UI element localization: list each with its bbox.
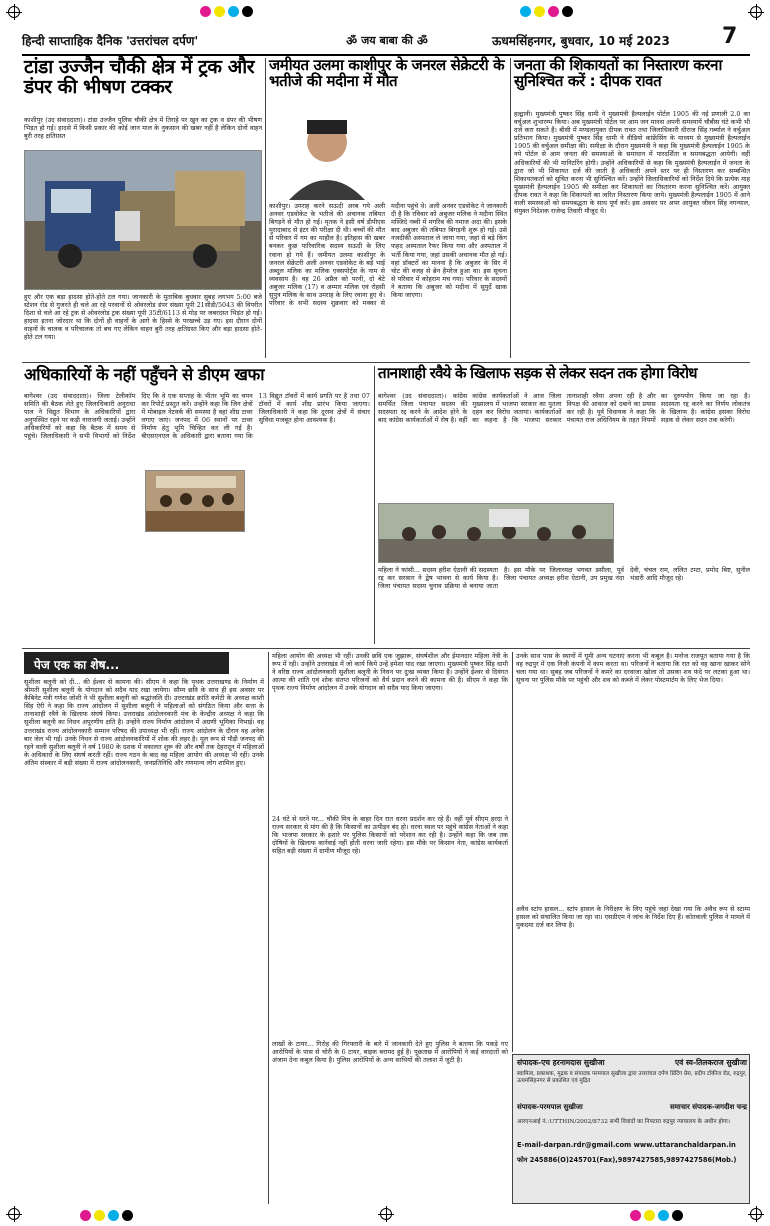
- registration-mark-top-left: [8, 6, 20, 18]
- masthead: [22, 24, 750, 52]
- column-rule-3: [374, 366, 375, 644]
- continued-col3: उनके साथ पास के स्थानों में घूमी अन्य घटनाएं करना भी कबूल है। मनोज राजपूत बताया गया है कि वह रुद्रपुर में एक निजी कंपनी में काम करता था। परिजनों ने बताया कि रात को वह खाना खाकर सोने चला गया था। सुबह जब परिजनों ने कमरे का दरवाजा खोला तो उसका शव फंदे पर लटका हुआ था। सूचना पर पुलिस मौके पर पहुंची और शव को कब्जे में लेकर पोस्टमार्टम के लिए भेज दिया।: [516, 652, 750, 685]
- center-logo: [312, 30, 462, 50]
- registration-mark-top-right: [750, 6, 762, 18]
- om-icon-right: ॐ: [416, 33, 428, 48]
- story4-body: बागेश्वर (उद संवाददाता)। जिला टेलीकॉम समिति की बैठक लेते हुए जिलाधिकारी अनुराधा पाल ने विद्युत विभाग के अधिकारियों द्वारा अनुपस्थित रहने पर कड़ी नाराजगी जताई। उन्होंने अधिकारियों को कहा कि बैठक में समय से पहुंचे। जिलाधिकारी ने सभी विभागों को निर्देश दिए कि वे एक सप्ताह के भीतर भूमि का चयन कर रिपोर्ट प्रस्तुत करें। उन्होंने कहा कि जिन क्षेत्रों में मोबाइल नेटवर्क की समस्या है वहां शीघ्र टावर लगाए जाएं। जनपद में 06 स्थानों पर टावर निर्माण हेतु भूमि चिन्हित कर ली गई है। बीएसएनएल के अधिकारी द्वारा बताया गया कि 13 विद्युत टॉवरों में कार्य प्रगति पर है तथा 07 टॉवरों में कार्य शीघ्र प्रारंभ किया जाएगा। जिलाधिकारी ने कहा कि दूरस्थ क्षेत्रों में संचार सुविधा मजबूत होना आवश्यक है।: [24, 392, 370, 441]
- imprint-editor-line: [517, 1058, 747, 1068]
- column-rule-5: [512, 652, 513, 1052]
- section-rule-2: [22, 648, 750, 649]
- color-dot-cyan-4: [658, 1210, 669, 1221]
- protest-illustration: [379, 504, 614, 563]
- section-rule-1: [22, 362, 750, 363]
- meeting-illustration: [146, 471, 245, 532]
- story2-body: काशीपुर। उमराह करने सऊदी अरब गये अली अनवर एडवोकेट के भतीजे की अचानक तबियत बिगड़ने से मौत हो गई। मृतक ने इसी वर्ष डीपीएस मुरादाबाद से इंटर की परीक्षा दी थी। बच्चों की मौत से परिवार में गम का माहौल है। इतिहास की खबर बनकर कुछ पारिवारिक सदस्य सऊदी के लिए रवाना हो गये हैं। जमीयत उलमा काशीपुर के जनरल सेक्रेटरी अली अनवर एडवोकेट के बड़े भाई अब्दुल मलिक का मलिक एक्सपोर्ट्स के नाम से व्यवसाय है। वह 26 अप्रैल को परनी, दो बेटे अबुजर मलिक (17) व अम्मार मलिक एवं रोहसी सुपुत्र मलिक के साथ उमराह के लिए रवाना हुए थे। परिवार के सभी सदस्य शुक्रवार को मक्का से मदीना पहुंचे थे। अली अनवर एडवोकेट ने जानकारी दी है कि रविवार को अबुजर मलिक ने मदीना स्थित मस्जिदे नब्वी में मगरिब की नमाज अदा की। इसके बाद अबुजर की तबियत बिगड़नी शुरू हो गई। उसे नजदीकी अस्पताल ले जाया गया, जहां से बड़े किंग फहद अस्पताल रैफर किया गया और अस्पताल में भर्ती किया गया, जहां उसकी अचानक मौत हो गई। वहां डॉक्टरों का मानना है कि अबुजर के सिर में चोट की वजह से ब्रेन हैमरेज हुआ था। इस सूचना से परिवार में कोहराम मच गया। परिवार के सदस्यों ने बताया कि अबुजर को मदीना में सुपुर्दे खाक किया जाएगा।: [269, 202, 507, 308]
- imprint-rni: आरएनआई नं.:UTTHIN/2002/8732: [517, 1119, 608, 1125]
- continued-col2-sub2: लाखों के टायर... गिरोह की गिरफ्तारी के बारे में जानकारी देते हुए पुलिस ने बताया कि पकड़े गए आरोपियों के पास से चोरी के 6 टायर, बाइक बरामद हुई है। पूछताछ में आरोपियों ने कई वारदातों को अंजाम देना कबूल किया है। पुलिस आरोपियों के अन्य साथियों की तलाश में जुटी है।: [272, 1040, 508, 1065]
- color-dot-cyan: [228, 6, 239, 17]
- imprint-legal: सभी विवादों का निपटारा रुद्रपुर न्यायालय के अधीन होगा।: [609, 1119, 730, 1125]
- color-dot-black-2: [562, 6, 573, 17]
- color-dot-magenta-3: [80, 1210, 91, 1221]
- story5-headline: तानाशाही रवैये के खिलाफ सड़क से लेकर सदन तक होगा विरोध: [378, 364, 697, 382]
- story1-lead: काशीपुर (उद संवाददाता)। टांडा उज्जैन पुलिस चौकी क्षेत्र में तिराहे पर खुन का ट्रक व डंपर की भीषण भिड़त हो गई। हादसे में किसी प्रकार की कोई जान माल के नुकसान की खबर नहीं है लेकिन दोनों वाहन बुरी तरह क्षतिग्रस्त: [24, 116, 262, 141]
- truck-accident-illustration: [25, 151, 262, 290]
- imprint-rni-line: [517, 1119, 747, 1127]
- story3-headline: जनता की शिकायतों का निस्तारण करना सुनिश्चित करें : दीपक रावत: [514, 56, 722, 90]
- color-dot-black: [242, 6, 253, 17]
- continued-col2-sub1: 24 घंटे से धरने पर... चौकी मित्र के बाहर दिन रात धरना प्रदर्शन कर रहे हैं। वहीं पूर्व सीएम हरदा ने राज्य सरकार से मांग की है कि किसानों का उत्पीड़न बंद हो। धरना स्थल पर पहुंचे कांग्रेस नेताओं ने कहा कि भाजपा सरकार के इशारे पर पुलिस किसानों को परेशान कर रही है। उन्होंने कहा कि जब तक दोषियों के खिलाफ कार्रवाई नहीं होती धरना जारी रहेगा। इस मौके पर किसान नेता, कांग्रेस कार्यकर्ता सहित बड़ी संख्या में ग्रामीण मौजूद रहे।: [272, 815, 508, 856]
- imprint-coeditor: एवं स्व-तिलकराज सुखीजा: [674, 1058, 747, 1067]
- continued-label-text: पेज एक का शेष...: [34, 658, 120, 672]
- imprint-news-editor: समाचार संपादक-जगदीश चन्द्र: [670, 1103, 747, 1111]
- registration-mark-bottom-left: [8, 1208, 20, 1220]
- imprint-publisher: स्वामित्व, प्रकाशक, मुद्रक व संपादक परमपाल सुखीजा द्वारा उत्तरांचल दर्पण प्रिंटिंग प्रेस, प्रदीप टॉकीज रोड, रुद्रपुर, ऊधमसिंहनगर से प्रकाशित एवं मुद्रित: [517, 1071, 747, 1085]
- story4-photo-meeting: [145, 470, 245, 532]
- paper-name: हिन्दी साप्ताहिक दैनिक 'उत्तरांचल दर्पण': [22, 34, 199, 48]
- center-logo-text: जय बाबा की: [361, 33, 413, 47]
- color-dot-yellow-3: [94, 1210, 105, 1221]
- story1-headline: टांडा उज्जैन चौकी क्षेत्र में ट्रक और डंपर की भीषण टक्कर: [24, 56, 255, 98]
- imprint-email: E-mail-darpan.rdr@gmail.com www.uttaranchaldarpan.in: [517, 1141, 736, 1149]
- color-dot-black-4: [672, 1210, 683, 1221]
- color-dot-magenta-4: [630, 1210, 641, 1221]
- story1-body: हुए और एक बड़ा हादसा होते-होते टल गया। जानकारी के मुताबिक बुधवार सुबह लगभग 5:00 बजे स्टेशन रोड से गुजरते ही चले आ रहे परवानों से ओवरलोड डंपर संख्या यूपी 21सीडी/5043 की विपरीत दिशा से चले आ रहे ट्रक से ओवरलोड ट्रक संख्या यूपी 35टी/6113 से मोड़ पर जबरदस्त भिड़ंत हो गई। हादसा इतना जोरदार था कि दोनों ही वाहनों के आगे के हिस्से के परखच्चे उड़ गए। इस दौरान दोनों वाहनों के चालक व परिचालक तो बच गए लेकिन वाहन बुरी तरह क्षतिग्रस्त किए और बड़ा हादसा होते-होते टल गया।: [24, 293, 262, 342]
- story5-photo-protest: [378, 503, 614, 563]
- color-dot-yellow: [214, 6, 225, 17]
- imprint-box: [512, 1054, 750, 1204]
- color-dot-magenta-2: [548, 6, 559, 17]
- column-rule-1: [265, 58, 266, 358]
- imprint-editor2-line: [517, 1103, 747, 1112]
- om-icon: ॐ: [346, 33, 358, 48]
- color-dot-yellow-4: [644, 1210, 655, 1221]
- date-line: ऊधमसिंहनगर, बुधवार, 10 मई 2023: [492, 34, 670, 48]
- color-dot-black-3: [122, 1210, 133, 1221]
- imprint-editor2: संपादक-परमपाल सुखीजा: [517, 1103, 583, 1111]
- color-dot-cyan-3: [108, 1210, 119, 1221]
- continued-col2: महिला आयोग की अध्यक्ष भी रहीं। उनकी छवि एक जुझारू, संघर्षशील और ईमानदार महिला नेत्री के रूप में रही। उन्होंने उत्तराखंड में जो कार्य किये उन्हें हमेशा याद रखा जाएगा। मुख्यमंत्री पुष्कर सिंह धामी ने वरिष्ठ राज्य आंदोलनकारी सुशीला बलूनी के निधन पर दुःख व्यक्त किया है। उन्होंने ईश्वर से दिवंगत आत्मा की शांति एवं शोक संतप्त परिजनों को धैर्य प्रदान करने की कामना की है। सीएम ने कहा कि पृथक राज्य निर्माण आंदोलन में उनके योगदान को सदैव याद किया जाएगा।: [272, 652, 508, 693]
- imprint-editor: संपादक-एच हरनामदास सुखीजा: [517, 1058, 605, 1067]
- story5-body2: महिला ने फांसी... सदस्य हरीश ऐठानी की सदस्यता रद्द कर सरकार ने द्वेष भावना से कार्य किया है। जिला पंचायत सदस्य चुनाव प्रक्रिया से बनाया जाता है। इस मौके पर जिलाध्यक्ष भगवत डसीला, पूर्व जिला पंचायत अध्यक्ष हरीश ऐठानी, उप प्रमुख नंदा देवी, चंचल राम, ललित टम्टा, प्रमोद बिष्ट, सुनील भंडारी आदि मौजूद रहे।: [378, 566, 750, 591]
- continued-col3-sub: अवैध स्टांप हासल... स्टांप हासल के निरीक्षण के लिए पहुंचे जहां देखा गया कि अवैध रूप से स्टाम्प हासल को संचालित किया जा रहा था। एसडीएम ने जांच के निर्देश दिए हैं। कोतवाली पुलिस ने मामले में मुकदमा दर्ज कर लिया है।: [516, 905, 750, 930]
- page-number: 7: [722, 24, 738, 49]
- story2-headline: जमीयत उलमा काशीपुर के जनरल सेक्रेटरी के भतीजे की मदीना में मौत: [269, 56, 505, 90]
- continued-section-label: [24, 652, 229, 674]
- story2-photo-portrait: [269, 110, 385, 200]
- imprint-phone: फोन 245886(O)245701(Fax),9897427585,9897427586(Mob.): [517, 1156, 737, 1164]
- story4-headline: अधिकारियों के नहीं पहुँचने से डीएम खफा: [24, 365, 265, 384]
- story1-photo-truck-accident: [24, 150, 262, 290]
- story3-body: हल्द्वानी। मुख्यमंत्री पुष्कर सिंह धामी ने मुख्यमंत्री हैल्पलाईन पोर्टल 1905 की नई प्रणाली 2.0 का वर्चुअल शुभारम्भ किया। अब मुख्यमंत्री पोर्टल पर आम जन मानस अपनी समस्यायें चौबीस घंटे कभी भी दर्ज करा सकते हैं। बीसी में मण्डलायुक्त दीपक रावत तथा जिलाधिकारी धीराज सिंह गर्ब्याल ने वर्चुअल प्रतिभाग किया। मुख्यमंत्री पुष्कर सिंह धामी ने वीडियो कांफ्रेंसिंग के माध्यम से मुख्यमंत्री हैल्पलाईन 1905 की वर्चुअल समीक्षा की। समीक्षा के दौरान मुख्यमंत्री ने कहा कि मुख्यमंत्री हैल्पलाईन 1905 के नये पोर्टल से आम जनता की समस्याओं के समाधान में पारदर्शिता व समयबद्धता आयेगी। वहीं अधिकारियों की भी मानिटरिंग होगी। उन्होंने अधिकारियों से कहा कि मुख्यमंत्री हैल्पलाईन में जनता के द्वारा जो भी शिकायत दर्ज की जाती है अधिकारी अपने स्तर पर ही निस्तारण कर सम्बन्धित शिकायतकर्ता को सूचित करना भी सुनिश्चित करें। उन्होंने जिलाधिकारियों को निर्देश दिये कि प्रत्येक माह मुख्यमंत्री हैल्पलाईन 1905 की समीक्षा कर शिकायतों का निस्तारण करना सुनिश्चित करें। आयुक्त दीपक रावत ने कहा कि शिकायतों का त्वरित निस्तारण किया जाये। मुख्यमंत्री हैल्पलाईन 1905 में आने वाली समस्याओं को समयबद्धता के साथ पूर्ण करें। इस अवसर पर अपर आयुक्त जीवन सिंह नगन्याल, संयुक्त निदेशक राजेन्द्र तिवारी मौजूद थे।: [514, 110, 750, 216]
- registration-mark-bottom-center: [380, 1208, 392, 1220]
- color-dot-cyan-2: [520, 6, 531, 17]
- column-rule-2: [510, 58, 511, 358]
- color-dot-magenta: [200, 6, 211, 17]
- story5-body: बागेश्वर (उद संवाददाता)। कांग्रेस समर्थित जिला पंचायत सदस्य की सदस्यता रद्द करने के आदेश होने के बाद कांग्रेस कार्यकर्ताओं में रोष है। वहीं कांग्रेस कार्यकर्ताओं ने आज जिला मुख्यालय में भाजपा सरकार का पुतला दहन कर विरोध जताया। कार्यकर्ताओं का कहना है कि भाजपा सरकार तानाशाही रवैया अपना रही है और विपक्ष की आवाज को दबाने का प्रयास कर रही है। पूर्व विधायक ने कहा कि पंचायत राज अधिनियम के तहत नियमों का दुरुपयोग किया जा रहा है। सदस्यता रद्द करने का निर्णय लोकतंत्र के खिलाफ है। कांग्रेस इसका विरोध सड़क से लेकर सदन तक करेगी।: [378, 392, 750, 425]
- portrait-illustration: [269, 110, 385, 200]
- registration-mark-bottom-right: [750, 1208, 762, 1220]
- continued-col1: सुशीला बलूनी को दी... की ईश्वर से कामना की। सीएम ने कहा कि पृथक उत्तराखण्ड के निर्माण में श्रीमती सुशीला बलूनी के योगदान को सदैव याद रखा जायेगा। सौम्य छवि के साथ ही इस अवसर पर कैबिनेट मंत्री गणेश जोशी ने भी सुशीला बलूनी को श्रद्धांजलि दी। उत्तराखंड क्रांति कमेटी के अध्यक्ष काशी सिंह ऐरी ने कहा कि राज्य आंदोलन में सुशीला बलूनी ने महिलाओं को संगठित किया और सत्ता के तानाशाही रवैये के खिलाफ संघर्ष किया। उत्तराखंड आंदोलनकारी मंच के केन्द्रीय अध्यक्ष ने कहा कि सुशीला बलूनी का निधन अपूरणीय क्षति है। उन्होंने राज्य निर्माण आंदोलन में अग्रणी भूमिका निभाई। वह उत्तराखंड राज्य आंदोलनकारी सम्मान परिषद की उपाध्यक्ष भी रहीं। राज्य आंदोलन के दौरान वह अनेक बार जेल भी गईं। उनके निधन से राज्य आंदोलनकारियों में शोक की लहर है। मूल रूप से पौड़ी जनपद की रहने वाली सुशीला बलूनी ने वर्ष 1980 के दशक में वकालत शुरू की और वर्षों तक देहरादून में महिलाओं के अधिकारों के लिए संघर्ष करती रहीं। राज्य गठन के बाद वह महिला आयोग की अध्यक्ष भी रहीं। उनके अंतिम संस्कार में बड़ी संख्या में राज्य आंदोलनकारी, जनप्रतिनिधि और गणमान्य लोग शामिल हुए।: [24, 678, 264, 767]
- column-rule-4: [268, 652, 269, 1204]
- color-dot-yellow-2: [534, 6, 545, 17]
